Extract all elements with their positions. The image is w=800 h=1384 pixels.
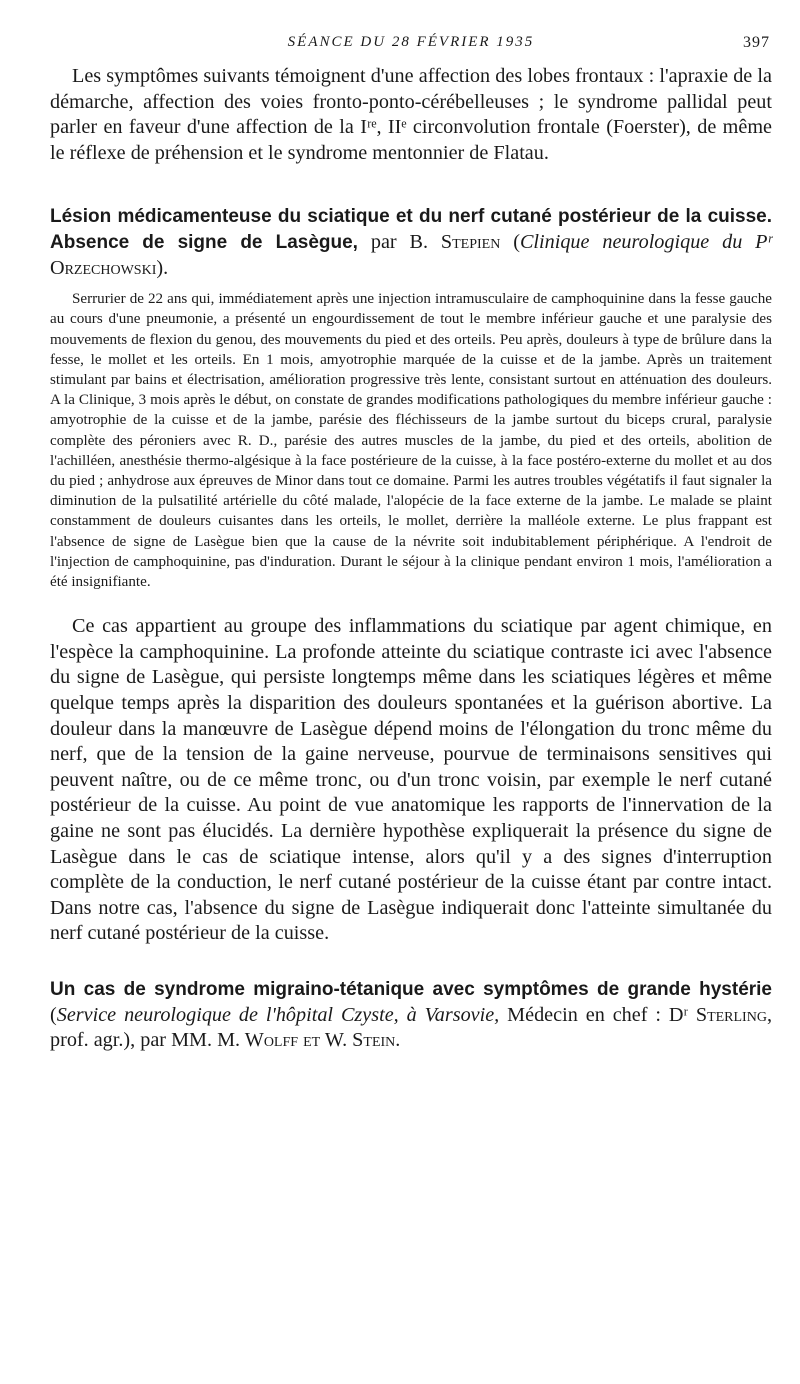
affiliation-name: Orzechowski (50, 256, 157, 279)
affil-close: ). (156, 256, 169, 279)
page-number: 397 (743, 34, 770, 51)
running-head (50, 34, 772, 64)
author-name: B. Stepien (409, 230, 501, 253)
discussion-paragraph: Ce cas appartient au groupe des inflammations du sciatique par agent chimique, en l'espèce la camphoquinine. La profonde atteinte du sciatique contraste ici avec l'absence du signe de Lasègue, qui persiste longtemps même dans les sciatiques légères et même quelque temps après la disparition des douleurs spontanées et la guérison abortive. La douleur dans la manœuvre de Lasègue dépend moins de l'élongation du tronc même du nerf, que de la tension de la gaine nerveuse, pourvue de terminaisons sensitives qui peuvent naître, ou de ce même tronc, ou d'un tronc voisin, par exemple le nerf cutané postérieur de la cuisse. Au point de vue anatomique les rapports de l'innervation de la gaine ne sont pas élucidés. La dernière hypothèse expliquerait la présence du signe de Lasègue dans le cas de sciatique intense, alors qu'il y a des signes d'interruption complète de la conduction, le nerf cutané postérieur de la cuisse étant par contre intact. Dans notre cas, l'absence du signe de Lasègue indiquerait donc l'atteinte simultanée du nerf cutané postérieur de la cuisse. (50, 615, 772, 945)
intro-paragraph: Les symptômes suivants témoignent d'une affection des lobes frontaux : l'apraxie de la démarche, affection des voies fronto-ponto-cérébelleuses ; le syndrome pallidal peut parler en faveur d'une affection de la Iʳᵉ, IIᵉ circonvolution frontale (Foerster), de même le réflexe de préhension et le syndrome mentonnier de Flatau. (50, 65, 772, 164)
affiliation-rest: Médecin en chef : Dʳ (499, 1003, 688, 1026)
affil-open: ( (500, 230, 520, 253)
running-title: SÉANCE DU 28 FÉVRIER 1935 (287, 34, 535, 50)
by-word: par (357, 230, 410, 253)
affiliation-2: Service neurologique de l'hôpital Czyste, à Varsovie, (56, 1003, 500, 1026)
section-title-bold-2: Un cas de syndrome migraino-tétanique avec symptômes de grande hystérie (50, 978, 772, 1000)
section-title-bold: Lésion médicamenteuse du sciatique et du nerf cutané postérieur de la cuisse. Absence de signe de Lasègue, (50, 206, 772, 253)
affil-open-2: ( (50, 1003, 57, 1026)
chief-rest: , prof. agr.), par MM. M. (50, 1003, 772, 1052)
case-report-paragraph: Serrurier de 22 ans qui, immédiatement après une injection intramusculaire de camphoquinine dans la fesse gauche au cours d'une pneumonie, a présenté un engourdissement de tout le membre inférieur gauche et une paralysie des mouvements de flexion du genou, des mouvements du pied et des orteils. Peu après, douleurs à type de brûlure dans la fesse, le mollet et les orteils. En 1 mois, amyotrophie marquée de la cuisse et de la jambe. Après un traitement stimulant par bains et électrisation, amélioration progressive très lente, consistant surtout en atténuation des douleurs. A la Clinique, 3 mois après le début, on constate de grandes modifications pathologiques du membre inférieur gauche : amyotrophie de la cuisse et de la jambe, parésie des fléchisseurs de la jambe surtout du biceps crural, paralysie complète des péroniers avec R. D., parésie des autres muscles de la jambe, du pied et des orteils, abolition de l'achilléen, anesthésie thermo-algésique à la face postérieure de la cuisse, à la face postéro-externe du mollet et au dos du pied ; anhydrose aux épreuves de Minor dans tout ce domaine. Parmi les autres troubles végétatifs il faut signaler la diminution de la pulsatilité artérielle du côté malade, l'alopécie de la face externe de la jambe. Le malade se plaint constamment de douleurs cuisantes dans les orteils, le mollet, derrière la malléole externe. Le plus frappant est l'absence de signe de Lasègue bien que la cause de la névrite soit indubitablement périphérique. A l'endroit de l'injection de camphoquinine, pas d'induration. Durant le séjour à la clinique pendant environ 1 mois, l'amélioration a été insignifiante. (50, 291, 772, 590)
section-title-lesion (50, 204, 772, 281)
authors: Wolff et W. Stein. (240, 1029, 401, 1052)
affiliation: Clinique neurologique du Pʳ (519, 230, 772, 253)
chief-name: Sterling (687, 1003, 767, 1026)
section-title-migraine (50, 977, 772, 1054)
